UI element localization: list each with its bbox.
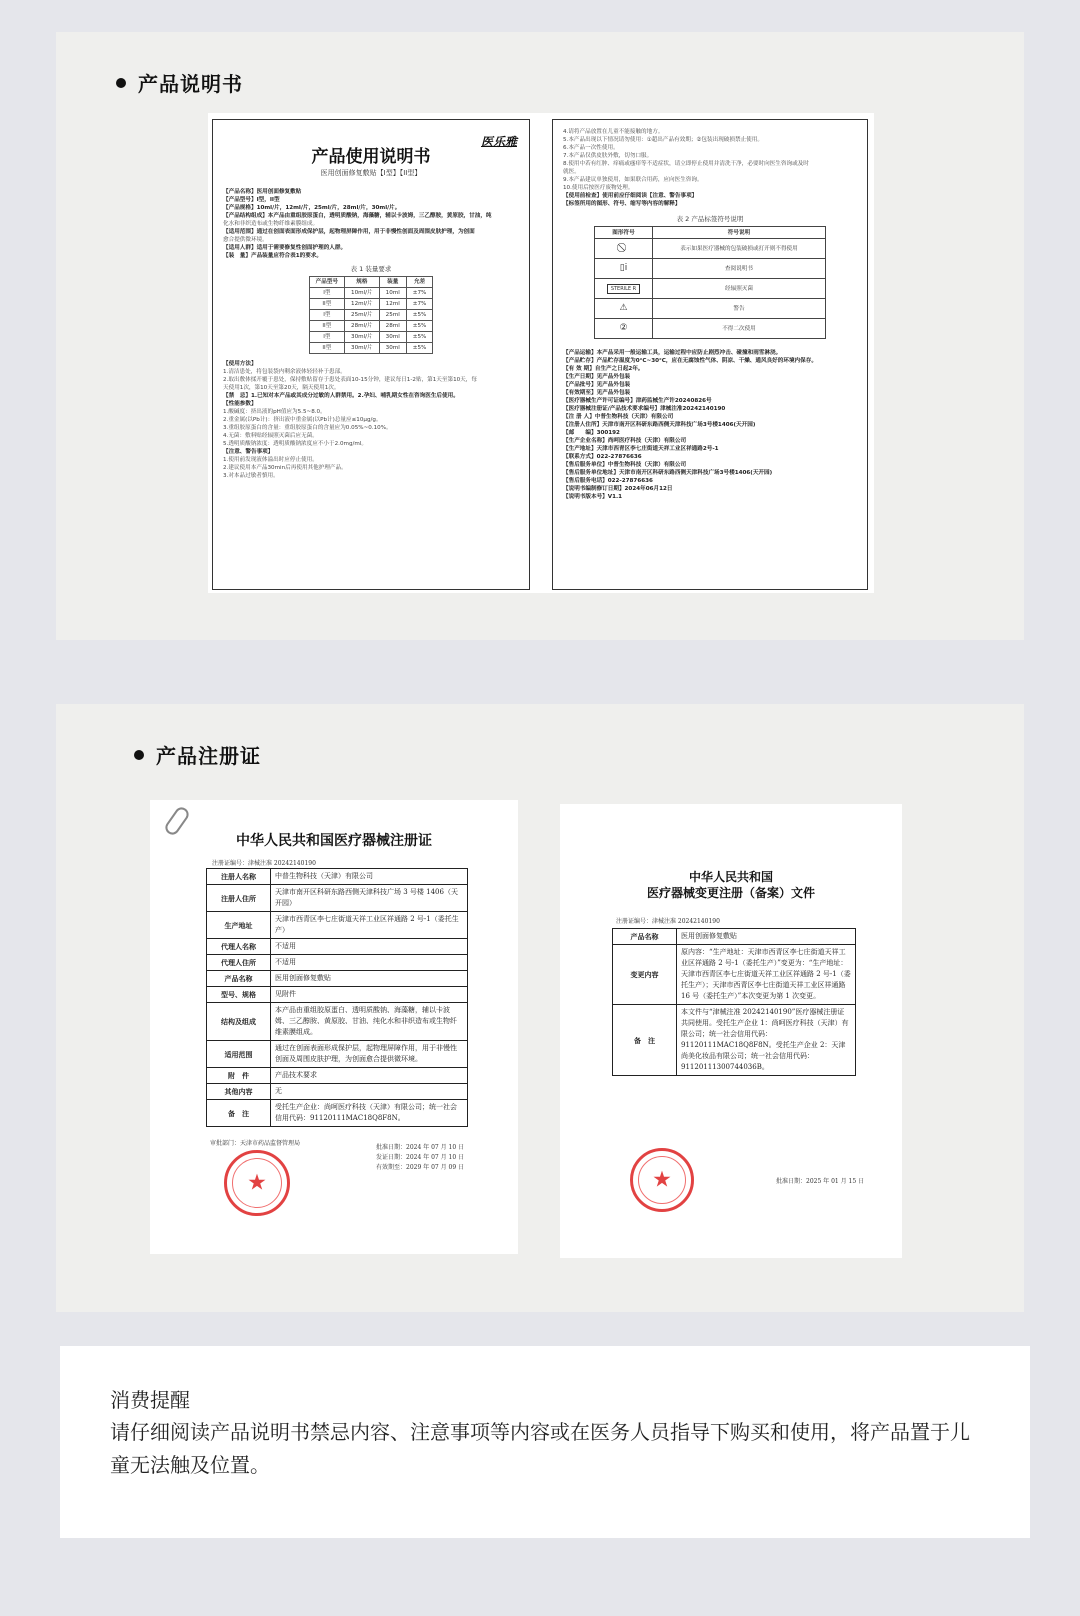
table-row xyxy=(613,1005,856,1076)
label-symbol-icon: ② xyxy=(619,323,628,333)
text-line: 5.透明质酸钠浓度：透明质酸钠浓度应不小于2.0mg/ml。 xyxy=(223,441,367,447)
official-seal-icon: ★ xyxy=(630,1148,694,1212)
table-row xyxy=(309,343,433,354)
manual-subtitle: 医用创面修复敷贴【I型】【II型】 xyxy=(320,169,422,177)
field-label: 产品名称 xyxy=(613,929,677,945)
field-value: 天津市西青区李七庄街道天祥工业区祥通路 2 号-1（委托生产） xyxy=(271,912,468,939)
text-line: 【产品名称】医用创面修复敷贴 xyxy=(223,189,302,195)
table-cell: ±5% xyxy=(406,343,433,354)
section-title-certificate xyxy=(134,740,261,769)
text-line: 【注意、警告事项】 xyxy=(223,449,274,455)
table-cell: 30ml xyxy=(379,343,406,354)
document-title-line-1: 中华人民共和国 xyxy=(688,870,773,884)
table-row xyxy=(207,971,468,987)
text-line: 4.无菌：敷料贴经辐照灭菌后应无菌。 xyxy=(223,433,318,439)
table-header: 图形符号 xyxy=(595,227,653,239)
text-line: 【产品运输】本产品采用一般运输工具，运输过程中应防止剧烈冲击、碰撞和雨雪淋浇。 xyxy=(563,350,782,356)
text-line: 就医。 xyxy=(563,169,580,175)
table-cell: II型 xyxy=(309,343,344,354)
text-line: 【售后服务电话】022-27876636 xyxy=(563,478,653,484)
manual-right-text xyxy=(563,128,857,208)
text-line: 【使用方法】 xyxy=(223,361,257,367)
issuing-authority: 审批部门：天津市药品监督管理局 xyxy=(210,1140,301,1147)
text-line: 【有效期至】见产品外包装 xyxy=(563,390,631,396)
table-cell: ±5% xyxy=(406,321,433,332)
text-line: 【生产企业名称】尚呵医疗科技（天津）有限公司 xyxy=(563,438,687,444)
text-line: 7.本产品仅供皮肤外敷，切勿口服。 xyxy=(563,153,653,159)
text-line: 【说明书编制修订日期】2024年06月12日 xyxy=(563,486,673,492)
table-cell: ±5% xyxy=(406,332,433,343)
field-value: 中普生物科技（天津）有限公司 xyxy=(271,869,468,885)
label-symbol-icon: ▯i xyxy=(619,263,628,273)
table-row xyxy=(309,310,433,321)
table-header: 装量 xyxy=(379,277,406,288)
text-line: 【适用范围】通过在创面表面形成保护层，起物理屏障作用，用于非慢性创面及周围皮肤护理，为创面 xyxy=(223,229,475,235)
table-cell: 25ml xyxy=(379,310,406,321)
table-header: 产品型号 xyxy=(309,277,344,288)
text-line: 【性能参数】 xyxy=(223,401,257,407)
approval-date: 批准日期：2024 年 07 月 10 日 xyxy=(376,1144,465,1151)
document-title-line-2: 医疗器械变更注册（备案）文件 xyxy=(646,886,815,900)
table-row xyxy=(207,912,468,939)
field-value: 产品技术要求 xyxy=(271,1068,468,1084)
text-line: 2.重金属(以Pb计)：挤出液中重金属(以Pb计)总量应≤10μg/g。 xyxy=(223,417,382,423)
table-header: 允差 xyxy=(406,277,433,288)
text-line: 【注册人住所】天津市南开区科研东路西侧天津科技广场3号楼1406(天开园) xyxy=(563,422,756,428)
label-symbol-icon: STERILE R xyxy=(607,284,640,294)
table-row xyxy=(207,885,468,912)
table-cell: II型 xyxy=(309,321,344,332)
symbol-cell xyxy=(595,259,653,279)
certificate-number: 注册证编号：津械注准 20242140190 xyxy=(212,860,316,867)
text-line: 4.请将产品放置在儿童不能接触的地方。 xyxy=(563,129,664,135)
bullet-icon xyxy=(116,78,126,88)
field-value: 不适用 xyxy=(271,955,468,971)
text-line: 1.使用前发现液体溢出时应停止使用。 xyxy=(223,457,318,463)
field-label: 代理人名称 xyxy=(207,939,271,955)
fill-volume-table xyxy=(309,276,434,354)
text-line: 【生产地址】天津市西青区李七庄街道天祥工业区祥通路2号-1 xyxy=(563,446,719,452)
registration-certificate xyxy=(150,800,518,1254)
symbol-description: 经辐照灭菌 xyxy=(653,279,826,299)
field-label: 生产地址 xyxy=(207,912,271,939)
notice-text: 请仔细阅读产品说明书禁忌内容、注意事项等内容或在医务人员指导下购买和使用，将产品置于儿童无法触及位置。 xyxy=(110,1420,970,1477)
text-line: 【售后服务单位地址】天津市南开区科研东路西侧天津科技广场3号楼1406(天开园) xyxy=(563,470,773,476)
label-symbol-icon: ⚠ xyxy=(619,303,628,313)
text-line: 1.清洁患处，将包装袋内剩余液体轻轻补于患部。 xyxy=(223,369,346,375)
manual-right-text-2 xyxy=(563,349,857,501)
approval-date: 批准日期：2025 年 01 月 15 日 xyxy=(776,1178,865,1185)
brand-logo: 医乐雅 xyxy=(480,135,517,149)
field-value: 见附件 xyxy=(271,987,468,1003)
text-line: 【生产日期】见产品外包装 xyxy=(563,374,631,380)
field-label: 结构及组成 xyxy=(207,1003,271,1041)
text-line: 【装 量】产品装量应符合表1的要求。 xyxy=(223,253,322,259)
table-row xyxy=(207,1003,468,1041)
section-title-manual xyxy=(116,68,243,97)
text-line: 9.本产品建议单独使用，如果联合用药，应向医生咨询。 xyxy=(563,177,703,183)
table-cell: 30ml xyxy=(379,332,406,343)
text-line: 【医疗器械注册证/产品技术要求编号】津械注准20242140190 xyxy=(563,406,726,412)
field-value: 天津市南开区科研东路西侧天津科技广场 3 号楼 1406（天开园） xyxy=(271,885,468,912)
table-row xyxy=(309,299,433,310)
table-row xyxy=(207,1068,468,1084)
symbol-caption: 表 2 产品标签符号说明 xyxy=(676,215,744,223)
table-row xyxy=(595,259,826,279)
table-row xyxy=(595,319,826,339)
official-seal-icon: ★ xyxy=(224,1150,290,1216)
table-cell: I型 xyxy=(309,288,344,299)
text-line: 3.重组胶原蛋白的含量：重组胶原蛋白的含量应为0.05%~0.10%。 xyxy=(223,425,392,431)
field-label: 其他内容 xyxy=(207,1084,271,1100)
field-value: 医用创面修复敷贴 xyxy=(677,929,856,945)
field-label: 代理人住所 xyxy=(207,955,271,971)
manual-left-text-2 xyxy=(223,360,519,480)
table-cell: I型 xyxy=(309,310,344,321)
field-value: 受托生产企业：尚呵医疗科技（天津）有限公司；统一社会信用代码：91120111MAC18Q8F8N。 xyxy=(271,1100,468,1127)
section-title-text: 产品注册证 xyxy=(156,744,261,768)
text-line: 【邮 编】300192 xyxy=(563,430,620,436)
bullet-icon xyxy=(134,750,144,760)
field-label: 附 件 xyxy=(207,1068,271,1084)
field-label: 备 注 xyxy=(613,1005,677,1076)
symbol-description: 警告 xyxy=(653,299,826,319)
text-line: 化水和非织造布或生物纤维素膜组成。 xyxy=(223,221,319,227)
table-row xyxy=(207,987,468,1003)
valid-until-date: 有效期至：2029 年 07 月 09 日 xyxy=(376,1164,465,1171)
table-row xyxy=(309,321,433,332)
table-header: 规格 xyxy=(345,277,380,288)
table-cell: 28ml xyxy=(379,321,406,332)
text-line: 【禁 忌】1.已知对本产品或其成分过敏的人群禁用。2.孕妇、哺乳期女性在咨询医生后使用。 xyxy=(223,393,459,399)
field-value: 不适用 xyxy=(271,939,468,955)
symbol-cell xyxy=(595,319,653,339)
field-label: 注册人住所 xyxy=(207,885,271,912)
field-label: 适用范围 xyxy=(207,1041,271,1068)
text-line: 【产品规格】10ml/片，12ml/片，25ml/片，28ml/片，30ml/片。 xyxy=(223,205,401,211)
table-row xyxy=(207,939,468,955)
table-row xyxy=(595,279,826,299)
text-line: 2.取出敷体揉开覆于患处，保持敷贴留存于患处表面10-15分钟，建议每日1-2贴，第1天至第10天，每 xyxy=(223,377,477,383)
table-row xyxy=(207,1084,468,1100)
symbol-description: 不得二次使用 xyxy=(653,319,826,339)
field-label: 产品名称 xyxy=(207,971,271,987)
consumer-notice xyxy=(60,1346,1030,1538)
field-value: 原内容：“生产地址：天津市西青区李七庄街道天祥工业区祥通路 2 号-1（委托生产）”变更为：“生产地址：天津市西青区李七庄街道天祥工业区祥通路 2 号-1（委托生产）；天津市西青区李七庄街道天祥工业区祥通路 16 号（委托生产）”本次变更为第 1 次变更。 xyxy=(677,945,856,1005)
table-cell: I型 xyxy=(309,332,344,343)
symbol-cell xyxy=(595,299,653,319)
table-cell: 10ml/片 xyxy=(345,288,380,299)
table-row xyxy=(613,929,856,945)
change-registration-document xyxy=(560,804,902,1258)
text-line: 【医疗器械生产许可证编号】津药监械生产许20240826号 xyxy=(563,398,712,404)
field-label: 变更内容 xyxy=(613,945,677,1005)
manual-scan xyxy=(208,113,874,593)
text-line: 【产品贮存】产品贮存温度为0°C~30°C，应在无腐蚀性气体、阴凉、干燥、通风良好的环境内保存。 xyxy=(563,358,817,364)
text-line: 【标签所用的图形、符号、缩写等内容的解释】 xyxy=(563,201,681,207)
field-value: 无 xyxy=(271,1084,468,1100)
text-line: 【产品型号】I型，II型 xyxy=(223,197,280,203)
field-value: 本文件与“津械注准 20242140190”医疗器械注册证共同使用。受托生产企业 1：尚呵医疗科技（天津）有限公司；统一社会信用代码：91120111MAC18Q8F8N。受托生产企业 2：天津尚美化妆品有限公司；统一社会信用代码：91120111300744036B。 xyxy=(677,1005,856,1076)
table-row xyxy=(207,1041,468,1068)
field-label: 备 注 xyxy=(207,1100,271,1127)
symbol-description: 查阅说明书 xyxy=(653,259,826,279)
table-cell: 10ml xyxy=(379,288,406,299)
field-label: 型号、规格 xyxy=(207,987,271,1003)
manual-left-text xyxy=(223,188,519,260)
field-value: 本产品由重组胶原蛋白、透明质酸钠、海藻糖，辅以卡波姆、三乙醇胺、黄原胶、甘油、纯化水和非织造布或生物纤维素膜组成。 xyxy=(271,1003,468,1041)
text-line: 【售后服务单位】中普生物科技（天津）有限公司 xyxy=(563,462,687,468)
text-line: 【注 册 人】中普生物科技（天津）有限公司 xyxy=(563,414,674,420)
table-cell: 30ml/片 xyxy=(345,343,380,354)
table-cell: ±7% xyxy=(406,288,433,299)
table-cell: ±7% xyxy=(406,299,433,310)
text-line: 6.本产品一次性使用。 xyxy=(563,145,619,151)
table-row xyxy=(309,288,433,299)
table-cell: 30ml/片 xyxy=(345,332,380,343)
text-line: 【使用前检查】使用前应仔细阅读【注意、警告事项】 xyxy=(563,193,698,199)
text-line: 天使用1次，第10天至第20天，隔天使用1次。 xyxy=(223,385,340,391)
change-table xyxy=(612,928,856,1076)
table-row xyxy=(207,869,468,885)
certificate-title: 中华人民共和国医疗器械注册证 xyxy=(236,833,432,849)
table-cell: ±5% xyxy=(406,310,433,321)
text-line: 3.对本品过敏者慎用。 xyxy=(223,473,279,479)
text-line: 10.使用后按医疗废物处理。 xyxy=(563,185,634,191)
table-row xyxy=(207,1100,468,1127)
table-cell: 12ml xyxy=(379,299,406,310)
certificate-table xyxy=(206,868,468,1127)
table-caption: 表 1 装量要求 xyxy=(350,265,392,273)
field-value: 通过在创面表面形成保护层，起物理屏障作用，用于非慢性创面及周围皮肤护理，为创面愈合提供微环境。 xyxy=(271,1041,468,1068)
symbol-cell xyxy=(595,279,653,299)
table-row xyxy=(613,945,856,1005)
text-line: 1.酸碱度：挤出液的pH值应为5.5~8.0。 xyxy=(223,409,326,415)
notice-title: 消费提醒 xyxy=(110,1388,190,1412)
symbol-description: 表示如果医疗器械的包装破损或打开则不得使用 xyxy=(653,239,826,259)
table-cell: II型 xyxy=(309,299,344,310)
table-header: 符号说明 xyxy=(653,227,826,239)
table-row xyxy=(207,955,468,971)
table-row xyxy=(595,239,826,259)
text-line: 【说明书版本号】V1.1 xyxy=(563,494,622,500)
symbol-cell xyxy=(595,239,653,259)
issue-date: 发证日期：2024 年 07 月 10 日 xyxy=(376,1154,465,1161)
text-line: 【有 效 期】自生产之日起2年。 xyxy=(563,366,644,372)
field-label: 注册人名称 xyxy=(207,869,271,885)
text-line: 8.使用中若有红肿、痒痛或瘙痒等不适症状，请立即停止使用并清洗干净，必要时向医生咨询或及时 xyxy=(563,161,809,167)
table-cell: 25ml/片 xyxy=(345,310,380,321)
text-line: 【产品结构组成】本产品由重组胶原蛋白，透明质酸钠，海藻糖，辅以卡波姆，三乙醇胺，黄原胶，甘油，纯 xyxy=(223,213,492,219)
text-line: 【适用人群】适用于需要修复性创面护理的人群。 xyxy=(223,245,347,251)
document-number: 注册证编号：津械注准 20242140190 xyxy=(616,918,720,925)
symbol-table xyxy=(594,226,826,339)
text-line: 愈合提供微环境。 xyxy=(223,237,268,243)
table-row xyxy=(309,332,433,343)
table-row xyxy=(595,299,826,319)
table-cell: 12ml/片 xyxy=(345,299,380,310)
manual-page-right xyxy=(552,119,868,590)
table-cell: 28ml/片 xyxy=(345,321,380,332)
manual-title: 产品使用说明书 xyxy=(311,147,431,167)
certificate-panel xyxy=(56,704,1024,1312)
text-line: 2.建议使用本产品30min后再使用其他护理产品。 xyxy=(223,465,347,471)
field-value: 医用创面修复敷贴 xyxy=(271,971,468,987)
section-title-text: 产品说明书 xyxy=(138,72,243,96)
manual-page-left xyxy=(212,119,530,590)
text-line: 【联系方式】022-27876636 xyxy=(563,454,642,460)
text-line: 【产品批号】见产品外包装 xyxy=(563,382,631,388)
text-line: 5.本产品出现以下情况请勿使用：①超出产品有效期；②包装出现破损禁止使用。 xyxy=(563,137,763,143)
manual-panel xyxy=(56,32,1024,640)
